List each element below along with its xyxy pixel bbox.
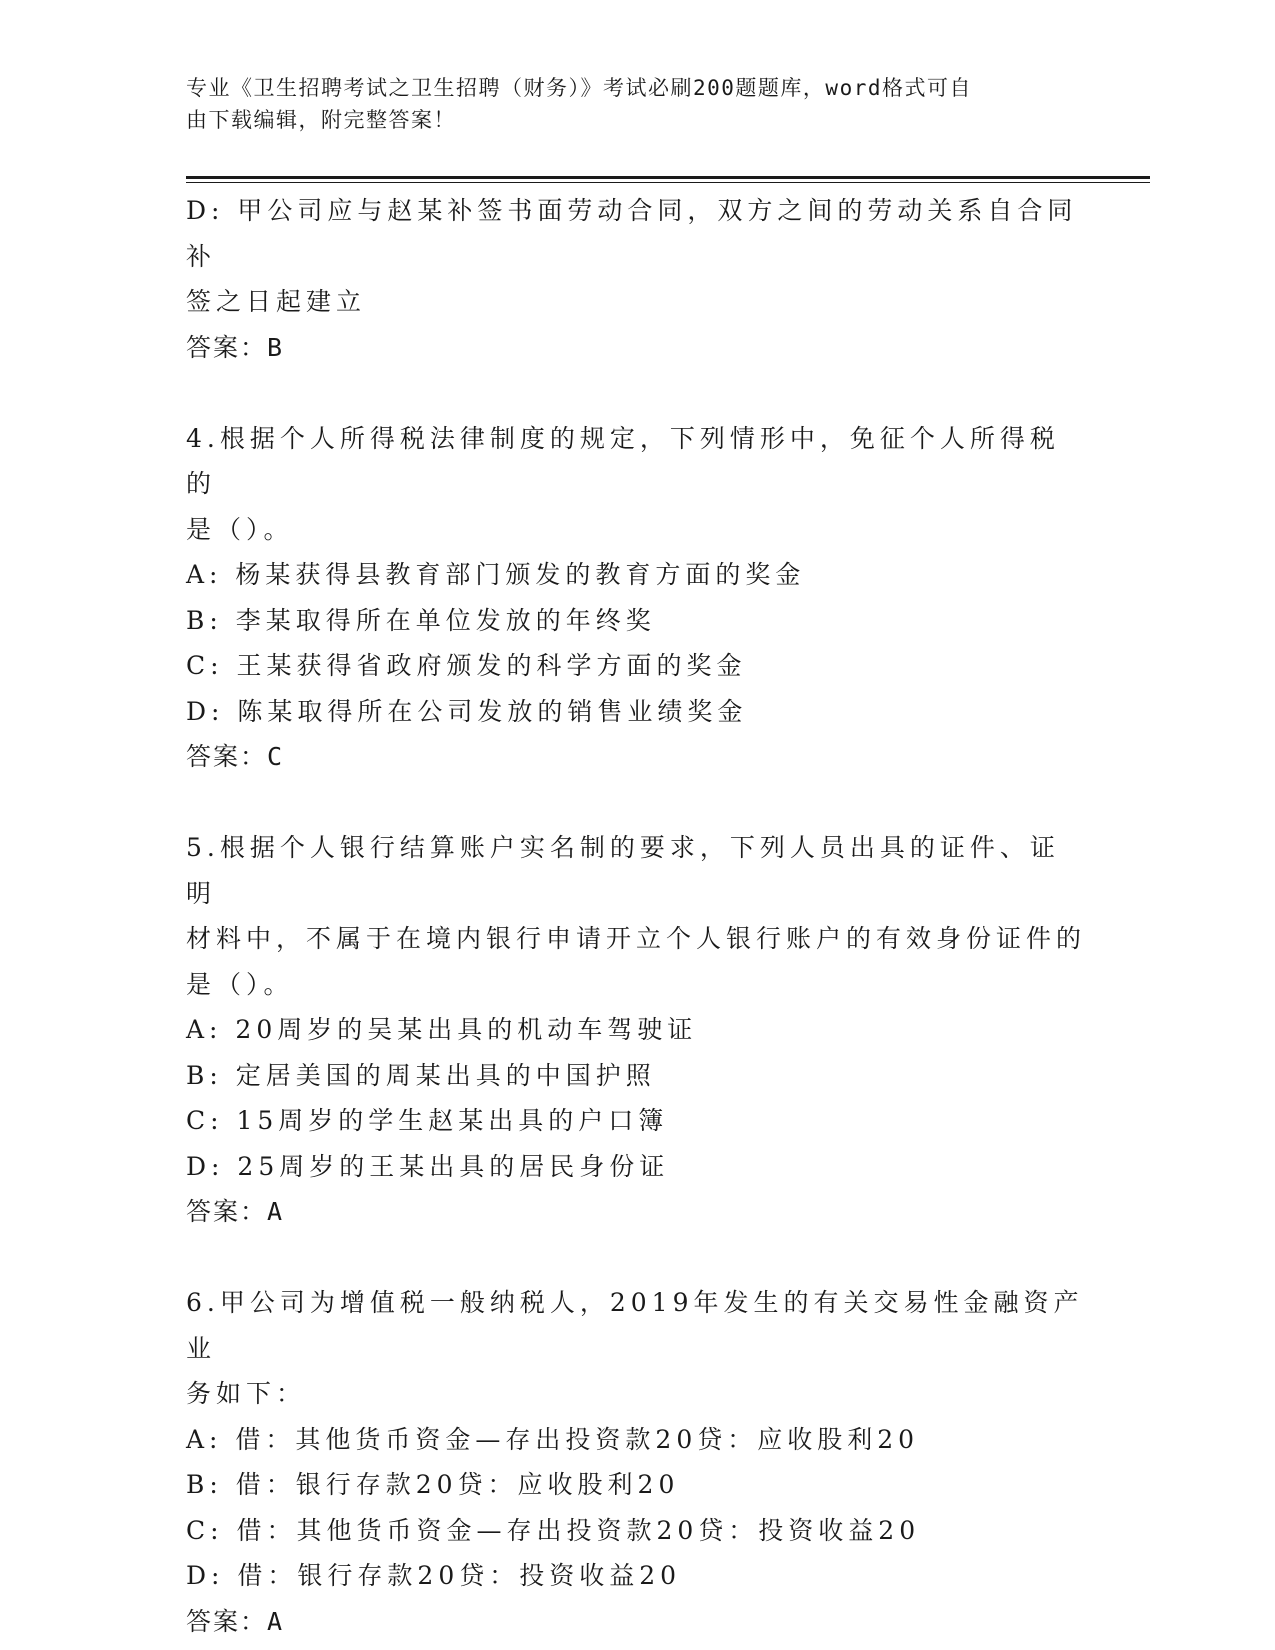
question-stem-line: 务如下： bbox=[186, 1379, 307, 1408]
question-stem-line: 5.根据个人银行结算账户实名制的要求，下列人员出具的证件、证明 bbox=[186, 833, 1060, 908]
option-d-line-1: D: 甲公司应与赵某补签书面劳动合同，双方之间的劳动关系自合同补 bbox=[186, 196, 1078, 271]
option-a: A: 杨某获得县教育部门颁发的教育方面的奖金 bbox=[186, 560, 806, 589]
answer-line: 答案：A bbox=[186, 1606, 285, 1636]
option-d: D: 陈某取得所在公司发放的销售业绩奖金 bbox=[186, 696, 748, 726]
option-a: A: 借：其他货币资金—存出投资款20贷：应收股利20 bbox=[186, 1424, 920, 1454]
header-rule-thin bbox=[186, 182, 1150, 183]
question-6 bbox=[186, 1280, 1086, 1644]
question-5 bbox=[186, 825, 1086, 1235]
option-b: B: 定居美国的周某出具的中国护照 bbox=[186, 1060, 656, 1090]
option-d: D: 借：银行存款20贷：投资收益20 bbox=[186, 1561, 682, 1590]
option-c: C: 借：其他货币资金—存出投资款20贷：投资收益20 bbox=[186, 1515, 921, 1545]
answer-line: 答案：A bbox=[186, 1197, 285, 1226]
option-d-line-2: 签之日起建立 bbox=[186, 287, 367, 316]
answer-line: 答案：C bbox=[186, 742, 285, 771]
question-4 bbox=[186, 416, 1086, 780]
spacer bbox=[186, 1235, 1086, 1281]
spacer bbox=[186, 370, 1086, 416]
header-line-2: 由下载编辑，附完整答案！ bbox=[186, 108, 456, 132]
spacer bbox=[186, 780, 1086, 826]
header-rule-thick bbox=[186, 176, 1150, 179]
option-b: B: 李某取得所在单位发放的年终奖 bbox=[186, 605, 656, 635]
page-header bbox=[186, 72, 1066, 136]
question-continuation bbox=[186, 188, 1086, 370]
answer-line: 答案：B bbox=[186, 332, 285, 362]
option-b: B: 借：银行存款20贷：应收股利20 bbox=[186, 1470, 680, 1499]
question-stem-line: 是（）。 bbox=[186, 969, 294, 999]
question-stem-line: 6.甲公司为增值税一般纳税人，2019年发生的有关交易性金融资产业 bbox=[186, 1288, 1084, 1363]
question-stem-line: 材料中，不属于在境内银行申请开立个人银行账户的有效身份证件的 bbox=[186, 924, 1087, 953]
document-body bbox=[186, 188, 1086, 1644]
question-stem-line: 是（）。 bbox=[186, 514, 294, 544]
option-c: C: 王某获得省政府颁发的科学方面的奖金 bbox=[186, 651, 747, 680]
option-d: D: 25周岁的王某出具的居民身份证 bbox=[186, 1151, 670, 1181]
question-stem-line: 4.根据个人所得税法律制度的规定，下列情形中，免征个人所得税的 bbox=[186, 423, 1060, 498]
option-c: C: 15周岁的学生赵某出具的户口簿 bbox=[186, 1106, 669, 1135]
option-a: A: 20周岁的吴某出具的机动车驾驶证 bbox=[186, 1015, 698, 1044]
header-line-1: 专业《卫生招聘考试之卫生招聘（财务）》考试必刷200题题库，word格式可自 bbox=[186, 76, 972, 100]
